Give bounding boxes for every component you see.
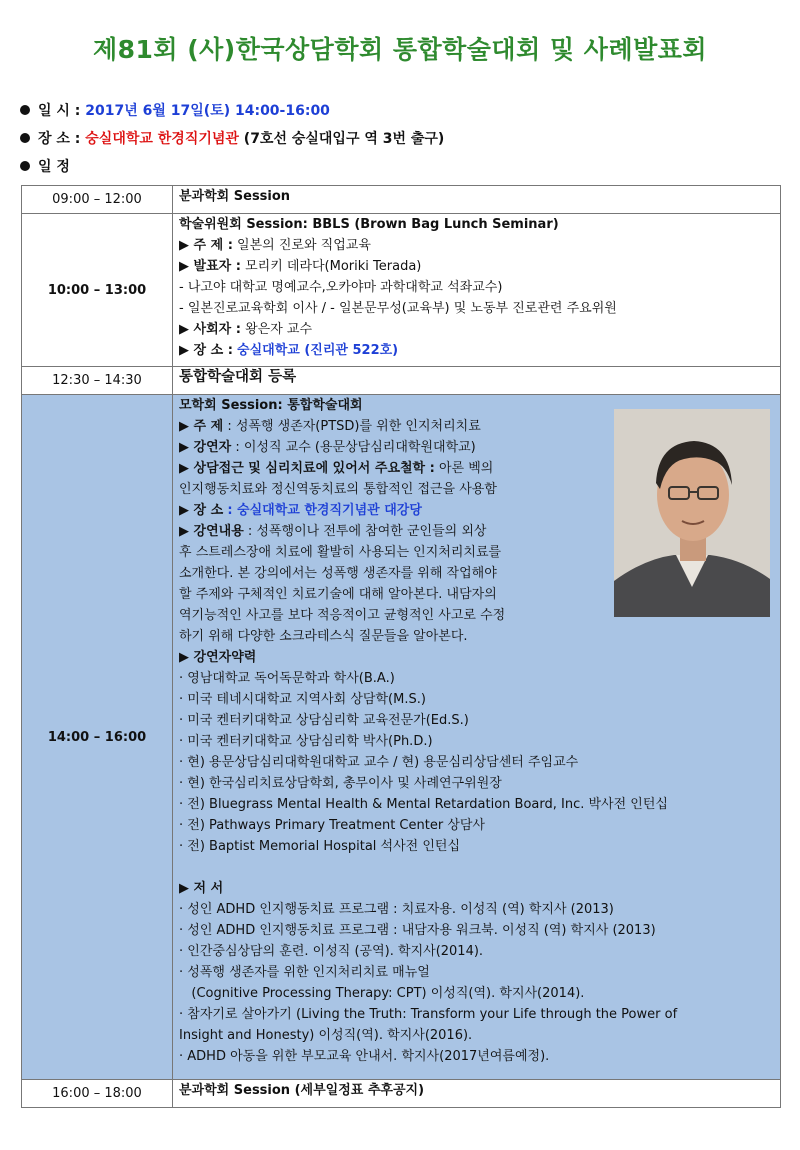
topic-value: : 성폭행 생존자(PTSD)를 위한 인지처리치료: [227, 419, 481, 434]
presenter-value: 모리키 데라다(Moriki Terada): [245, 259, 422, 274]
time-cell: 14:00 – 16:00: [22, 395, 173, 1080]
table-row: [22, 1080, 781, 1108]
schedule-label: 일 정: [38, 159, 70, 175]
time-cell: 16:00 – 18:00: [22, 1080, 173, 1108]
list-item: · 참자기로 살아가기 (Living the Truth: Transform your Life through the Power of: [179, 1007, 678, 1022]
place-note: (7호선 숭실대입구 역 3번 출구): [243, 131, 445, 147]
schedule-table: [21, 185, 781, 1108]
list-item: · 전) Bluegrass Mental Health & Mental Retardation Board, Inc. 박사전 인턴십: [179, 797, 668, 812]
content-line: 할 주제와 구체적인 치료기술에 대해 알아본다. 내담자의: [179, 587, 497, 602]
date-line: [20, 100, 330, 120]
list-item: · 성인 ADHD 인지행동치료 프로그램 : 치료자용. 이성직 (역) 학지사 (2013): [179, 902, 614, 917]
content-line: 하기 위해 다양한 소크라테스식 질문들을 알아본다.: [179, 629, 468, 644]
bullet-icon: [20, 161, 30, 171]
presenter-detail: - 일본진로교육학회 이사 / - 일본문무성(교육부) 및 노동부 진로관련 주요위원: [179, 301, 617, 316]
table-row: [22, 214, 781, 367]
place-value: : 숭실대학교 한경직기념관 대강당: [227, 503, 422, 518]
content-cell: 통합학술대회 등록: [173, 367, 781, 395]
list-item: · 성폭행 생존자를 위한 인지처리치료 매뉴얼: [179, 965, 430, 980]
content-cell: 분과학회 Session: [173, 186, 781, 214]
speaker-value: : 이성직 교수 (용문상담심리대학원대학교): [235, 440, 476, 455]
bullet-icon: [20, 133, 30, 143]
content-line: 후 스트레스장애 치료에 활발히 사용되는 인지처리치료를: [179, 545, 502, 560]
list-item: Insight and Honesty) 이성직(역). 학지사(2016).: [179, 1028, 473, 1043]
philosophy-value: 아론 벡의: [438, 461, 494, 476]
speaker-portrait-image: [614, 409, 770, 617]
place-line: [20, 128, 444, 148]
schedule-line: [20, 156, 70, 176]
presenter-detail: - 나고야 대학교 명예교수,오카야마 과학대학교 석좌교수): [179, 280, 503, 295]
place-label: ▶ 장 소: [179, 503, 224, 518]
moderator-label: ▶ 사회자 :: [179, 322, 241, 337]
bullet-icon: [20, 105, 30, 115]
time-cell: 10:00 – 13:00: [22, 214, 173, 367]
content-line: 역기능적인 사고를 보다 적응적이고 균형적인 사고로 수정: [179, 608, 506, 623]
table-row: [22, 186, 781, 214]
list-item: · 현) 한국심리치료상담학회, 총무이사 및 사례연구위원장: [179, 776, 502, 791]
place-value: 숭실대학교 한경직기념관: [85, 131, 239, 147]
topic-value: 일본의 진로와 직업교육: [237, 238, 371, 253]
list-item: · 미국 켄터키대학교 상담심리학 교육전문가(Ed.S.): [179, 713, 469, 728]
philosophy-label: ▶ 상담접근 및 심리치료에 있어서 주요철학 :: [179, 461, 435, 476]
time-cell: 09:00 – 12:00: [22, 186, 173, 214]
content-label: ▶ 강연내용: [179, 524, 244, 539]
list-item: · 인간중심상담의 훈련. 이성직 (공역). 학지사(2014).: [179, 944, 484, 959]
list-item: · 전) Pathways Primary Treatment Center 상담사: [179, 818, 485, 833]
page-title: 제81회 (사)한국상담학회 통합학술대회 및 사례발표회: [92, 35, 708, 64]
list-item: (Cognitive Processing Therapy: CPT) 이성직(역). 학지사(2014).: [179, 986, 585, 1001]
time-cell: 12:30 – 14:30: [22, 367, 173, 395]
session-title: 모학회 Session: 통합학술대회: [179, 398, 363, 413]
date-value: 2017년 6월 17일(토) 14:00-16:00: [85, 103, 330, 119]
content-line: : 성폭행이나 전투에 참여한 군인들의 외상: [247, 524, 487, 539]
list-item: · ADHD 아동을 위한 부모교육 안내서. 학지사(2017년여름예정).: [179, 1049, 550, 1064]
place-value: 숭실대학교 (진리관 522호): [237, 343, 399, 358]
topic-label: ▶ 주 제 :: [179, 238, 233, 253]
list-item: · 미국 테네시대학교 지역사회 상담학(M.S.): [179, 692, 426, 707]
books-label: ▶ 저 서: [179, 881, 224, 896]
content-cell: [173, 395, 781, 1080]
list-item: · 성인 ADHD 인지행동치료 프로그램 : 내담자용 워크북. 이성직 (역) 학지사 (2013): [179, 923, 656, 938]
presenter-label: ▶ 발표자 :: [179, 259, 241, 274]
table-row: [22, 395, 781, 1080]
topic-label: ▶ 주 제: [179, 419, 224, 434]
content-cell: 분과학회 Session (세부일정표 추후공지): [173, 1080, 781, 1108]
content-cell: [173, 214, 781, 367]
content-line: 소개한다. 본 강의에서는 성폭행 생존자를 위해 작업해야: [179, 566, 497, 581]
session-title: 학술위원회 Session: BBLS (Brown Bag Lunch Seminar): [179, 217, 559, 232]
list-item: · 전) Baptist Memorial Hospital 석사전 인턴십: [179, 839, 461, 854]
speaker-label: ▶ 강연자: [179, 440, 232, 455]
list-item: · 미국 켄터키대학교 상담심리학 박사(Ph.D.): [179, 734, 433, 749]
list-item: · 영남대학교 독어독문학과 학사(B.A.): [179, 671, 395, 686]
speaker-photo: [614, 409, 770, 617]
moderator-value: 왕은자 교수: [245, 322, 313, 337]
table-row: [22, 367, 781, 395]
date-label: 일 시 :: [38, 103, 81, 119]
place-label: 장 소 :: [38, 131, 81, 147]
career-label: ▶ 강연자약력: [179, 650, 257, 665]
list-item: · 현) 용문상담심리대학원대학교 교수 / 현) 용문심리상담센터 주임교수: [179, 755, 579, 770]
place-label: ▶ 장 소 :: [179, 343, 233, 358]
philosophy-value: 인지행동치료와 정신역동치료의 통합적인 접근을 사용함: [179, 482, 497, 497]
